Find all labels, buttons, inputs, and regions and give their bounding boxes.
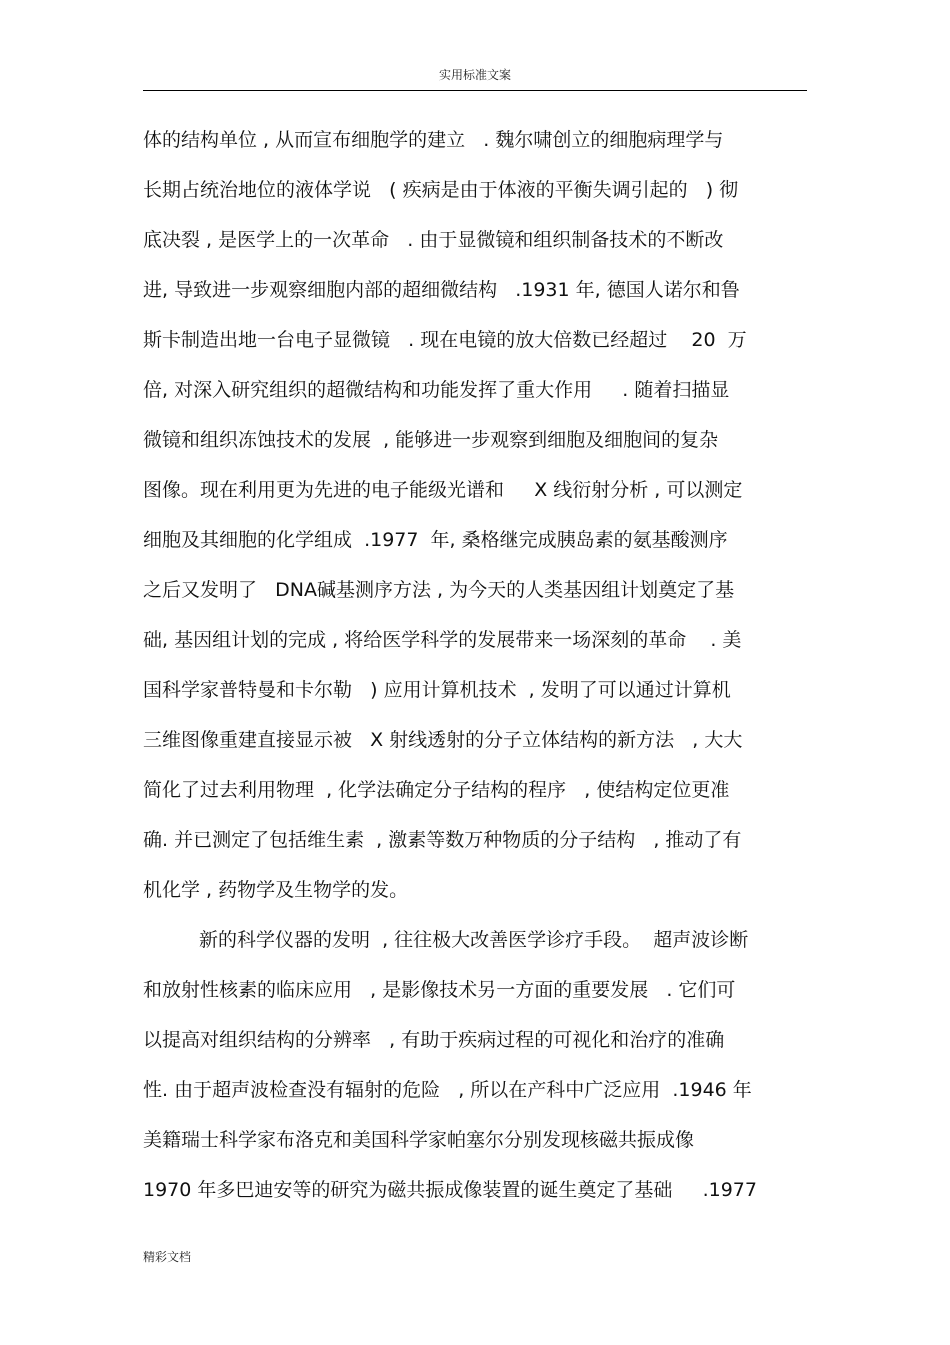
text-line: 之后又发明了 DNA碱基测序方法 , 为今天的人类基因组计划奠定了基 <box>143 579 735 601</box>
text-line: 性. 由于超声波检查没有辐射的危险 , 所以在产科中广泛应用 .1946 年 <box>143 1079 752 1101</box>
text-line: 美籍瑞士科学家布洛克和美国科学家帕塞尔分别发现核磁共振成像 <box>143 1129 695 1151</box>
paragraph-start-line: 新的科学仪器的发明 , 往往极大改善医学诊疗手段。 超声波诊断 <box>199 929 749 951</box>
text-line: 以提高对组织结构的分辨率 , 有助于疾病过程的可视化和治疗的准确 <box>143 1029 725 1051</box>
text-line: 底决裂 , 是医学上的一次革命 . 由于显微镜和组织制备技术的不断改 <box>143 229 724 251</box>
text-line: 微镜和组织冻蚀技术的发展 , 能够进一步观察到细胞及细胞间的复杂 <box>143 429 719 451</box>
text-line: 细胞及其细胞的化学组成 .1977 年, 桑格继完成胰岛素的氨基酸测序 <box>143 529 728 551</box>
header-divider <box>143 90 807 91</box>
text-line: 三维图像重建直接显示被 X 射线透射的分子立体结构的新方法 , 大大 <box>143 729 743 751</box>
page-footer-label: 精彩文档 <box>143 1250 192 1264</box>
text-line: 础, 基因组计划的完成 , 将给医学科学的发展带来一场深刻的革命 . 美 <box>143 629 742 651</box>
text-line: 和放射性核素的临床应用 , 是影像技术另一方面的重要发展 . 它们可 <box>143 979 736 1001</box>
text-line: 国科学家普特曼和卡尔勒 ) 应用计算机技术 , 发明了可以通过计算机 <box>143 679 731 701</box>
page-header-title: 实用标准文案 <box>438 68 511 82</box>
text-line: 体的结构单位 , 从而宣布细胞学的建立 . 魏尔啸创立的细胞病理学与 <box>143 129 724 151</box>
text-line: 倍, 对深入研究组织的超微结构和功能发挥了重大作用 . 随着扫描显 <box>143 379 730 401</box>
text-line: 机化学 , 药物学及生物学的发。 <box>143 879 409 901</box>
document-body <box>143 122 807 1222</box>
text-line: 斯卡制造出地一台电子显微镜 . 现在电镜的放大倍数已经超过 20 万 <box>143 329 747 351</box>
text-line: 确. 并已测定了包括维生素 , 激素等数万种物质的分子结构 , 推动了有 <box>143 829 742 851</box>
text-line: 长期占统治地位的液体学说 ( 疾病是由于体液的平衡失调引起的 ) 彻 <box>143 179 739 201</box>
text-line: 简化了过去利用物理 , 化学法确定分子结构的程序 , 使结构定位更准 <box>143 779 730 801</box>
text-line: 1970 年多巴迪安等的研究为磁共振成像装置的诞生奠定了基础 .1977 <box>143 1179 757 1201</box>
text-line: 图像。现在利用更为先进的电子能级光谱和 X 线衍射分析 , 可以测定 <box>143 479 743 501</box>
text-line: 进, 导致进一步观察细胞内部的超细微结构 .1931 年, 德国人诺尔和鲁 <box>143 279 740 301</box>
